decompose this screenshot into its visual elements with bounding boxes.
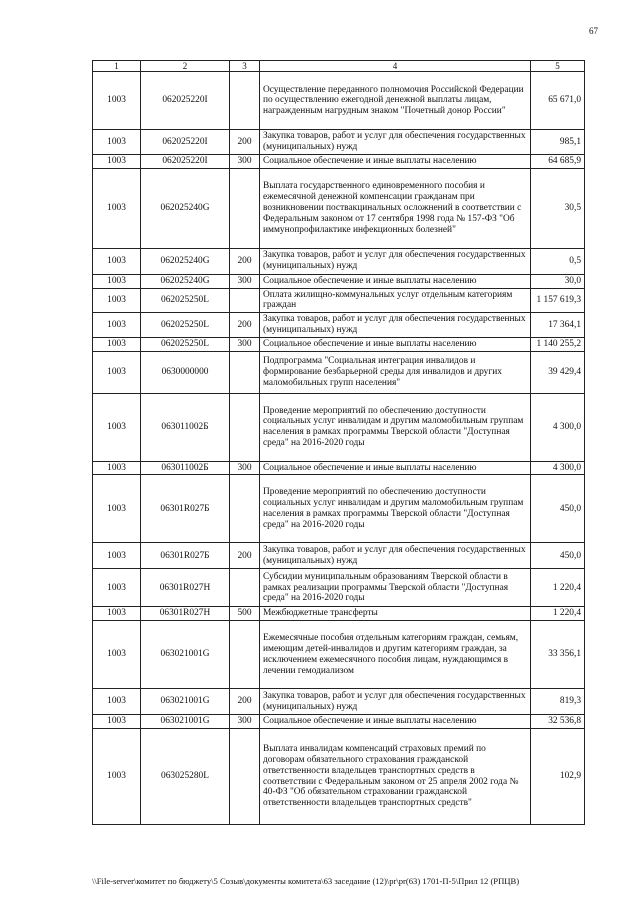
target-article-cell: 062025220I — [141, 154, 230, 168]
section-code-cell: 1003 — [93, 72, 141, 130]
table-body — [93, 72, 585, 825]
table-row — [93, 729, 585, 825]
target-article-cell: 06301R027H — [141, 607, 230, 621]
section-code-cell: 1003 — [93, 569, 141, 607]
amount-cell: 39 429,4 — [531, 351, 585, 393]
column-header-4: 4 — [260, 61, 531, 72]
section-code-cell: 1003 — [93, 288, 141, 313]
table-row — [93, 337, 585, 351]
expense-type-cell: 300 — [230, 154, 260, 168]
table-row — [93, 543, 585, 569]
expense-type-cell: 200 — [230, 130, 260, 155]
expense-type-cell: 200 — [230, 248, 260, 274]
section-code-cell: 1003 — [93, 543, 141, 569]
table-row — [93, 393, 585, 461]
description-cell: Подпрограмма "Социальная интеграция инвалидов и формирование безбарьерной среды для инвалидов и других маломобильных групп населения" — [260, 351, 531, 393]
table-row — [93, 475, 585, 543]
amount-cell: 32 536,8 — [531, 715, 585, 729]
description-cell: Субсидии муниципальным образованиям Тверской области в рамках реализации программы Тверской области "Доступная среда" на 2016-2020 годы — [260, 569, 531, 607]
target-article-cell: 062025250L — [141, 313, 230, 338]
column-header-1: 1 — [93, 61, 141, 72]
target-article-cell: 062025220I — [141, 72, 230, 130]
page-number: 67 — [589, 26, 598, 36]
amount-cell: 4 300,0 — [531, 461, 585, 475]
description-cell: Осуществление переданного полномочия Российской Федерации по осуществлению ежегодной денежной выплаты лицам, награжденным нагрудным знаком "Почетный донор России" — [260, 72, 531, 130]
description-cell: Ежемесячные пособия отдельным категориям граждан, семьям, имеющим детей-инвалидов и другим категориям граждан, за исключением ежемесячного пособия лицам, нуждающимся в лечении гемодиализом — [260, 621, 531, 689]
target-article-cell: 063021001G — [141, 715, 230, 729]
expense-type-cell — [230, 393, 260, 461]
section-code-cell: 1003 — [93, 351, 141, 393]
expense-type-cell — [230, 288, 260, 313]
target-article-cell: 06301R027Б — [141, 475, 230, 543]
expense-type-cell: 500 — [230, 607, 260, 621]
section-code-cell: 1003 — [93, 313, 141, 338]
description-cell: Социальное обеспечение и иные выплаты населению — [260, 337, 531, 351]
target-article-cell: 063011002Б — [141, 393, 230, 461]
target-article-cell: 063021001G — [141, 621, 230, 689]
target-article-cell: 062025240G — [141, 248, 230, 274]
amount-cell: 0,5 — [531, 248, 585, 274]
table-row — [93, 168, 585, 248]
table-row — [93, 689, 585, 715]
section-code-cell: 1003 — [93, 475, 141, 543]
description-cell: Социальное обеспечение и иные выплаты населению — [260, 154, 531, 168]
section-code-cell: 1003 — [93, 607, 141, 621]
target-article-cell: 063021001G — [141, 689, 230, 715]
table-row — [93, 607, 585, 621]
table-row — [93, 72, 585, 130]
target-article-cell: 0630000000 — [141, 351, 230, 393]
column-header-3: 3 — [230, 61, 260, 72]
amount-cell: 985,1 — [531, 130, 585, 155]
description-cell: Проведение мероприятий по обеспечению доступности социальных услуг инвалидам и другим маломобильным группам населения в рамках программы Тверской области "Доступная среда" на 2016-2020 годы — [260, 475, 531, 543]
description-cell: Закупка товаров, работ и услуг для обеспечения государственных (муниципальных) нужд — [260, 248, 531, 274]
amount-cell: 1 140 255,2 — [531, 337, 585, 351]
amount-cell: 450,0 — [531, 475, 585, 543]
expense-type-cell — [230, 168, 260, 248]
target-article-cell: 062025250L — [141, 288, 230, 313]
expense-type-cell — [230, 351, 260, 393]
description-cell: Социальное обеспечение и иные выплаты населению — [260, 274, 531, 288]
target-article-cell: 063011002Б — [141, 461, 230, 475]
file-path-footer: \\File-server\комитет по бюджету\5 Созыв\документы комитета\63 заседание (12)\pr\pr(63) 1701-П-5\Прил 12 (РПЦВ) — [92, 876, 520, 886]
section-code-cell: 1003 — [93, 393, 141, 461]
amount-cell: 819,3 — [531, 689, 585, 715]
target-article-cell: 06301R027H — [141, 569, 230, 607]
amount-cell: 1 220,4 — [531, 569, 585, 607]
section-code-cell: 1003 — [93, 274, 141, 288]
expense-type-cell: 200 — [230, 313, 260, 338]
description-cell: Закупка товаров, работ и услуг для обеспечения государственных (муниципальных) нужд — [260, 130, 531, 155]
target-article-cell: 062025240G — [141, 274, 230, 288]
expense-type-cell — [230, 729, 260, 825]
expense-type-cell: 300 — [230, 274, 260, 288]
table-row — [93, 569, 585, 607]
target-article-cell: 062025240G — [141, 168, 230, 248]
amount-cell: 65 671,0 — [531, 72, 585, 130]
section-code-cell: 1003 — [93, 168, 141, 248]
target-article-cell: 062025220I — [141, 130, 230, 155]
table-row — [93, 313, 585, 338]
table-row — [93, 288, 585, 313]
description-cell: Проведение мероприятий по обеспечению доступности социальных услуг инвалидам и другим маломобильным группам населения в рамках программы Тверской области "Доступная среда" на 2016-2020 годы — [260, 393, 531, 461]
section-code-cell: 1003 — [93, 729, 141, 825]
section-code-cell: 1003 — [93, 461, 141, 475]
amount-cell: 64 685,9 — [531, 154, 585, 168]
budget-table — [92, 60, 585, 825]
description-cell: Межбюджетные трансферты — [260, 607, 531, 621]
description-cell: Закупка товаров, работ и услуг для обеспечения государственных (муниципальных) нужд — [260, 313, 531, 338]
expense-type-cell — [230, 569, 260, 607]
amount-cell: 1 157 619,3 — [531, 288, 585, 313]
amount-cell: 30,5 — [531, 168, 585, 248]
section-code-cell: 1003 — [93, 621, 141, 689]
target-article-cell: 06301R027Б — [141, 543, 230, 569]
table-row — [93, 130, 585, 155]
section-code-cell: 1003 — [93, 337, 141, 351]
expense-type-cell — [230, 475, 260, 543]
description-cell: Оплата жилищно-коммунальных услуг отдельным категориям граждан — [260, 288, 531, 313]
expense-type-cell: 300 — [230, 715, 260, 729]
expense-type-cell: 300 — [230, 461, 260, 475]
amount-cell: 17 364,1 — [531, 313, 585, 338]
section-code-cell: 1003 — [93, 715, 141, 729]
table-header-row — [93, 61, 585, 72]
description-cell: Закупка товаров, работ и услуг для обеспечения государственных (муниципальных) нужд — [260, 689, 531, 715]
table-row — [93, 351, 585, 393]
section-code-cell: 1003 — [93, 689, 141, 715]
description-cell: Выплата государственного единовременного пособия и ежемесячной денежной компенсации гражданам при возникновении поствакцинальных осложнений в соответствии с Федеральным законом от 17 сентября 1998 года № 157-ФЗ "Об иммунопрофилактике инфекционных болезней" — [260, 168, 531, 248]
expense-type-cell — [230, 72, 260, 130]
section-code-cell: 1003 — [93, 154, 141, 168]
amount-cell: 33 356,1 — [531, 621, 585, 689]
table-row — [93, 248, 585, 274]
table-row — [93, 154, 585, 168]
table-row — [93, 461, 585, 475]
amount-cell: 1 220,4 — [531, 607, 585, 621]
section-code-cell: 1003 — [93, 248, 141, 274]
amount-cell: 450,0 — [531, 543, 585, 569]
amount-cell: 30,0 — [531, 274, 585, 288]
amount-cell: 4 300,0 — [531, 393, 585, 461]
column-header-5: 5 — [531, 61, 585, 72]
column-header-2: 2 — [141, 61, 230, 72]
description-cell: Социальное обеспечение и иные выплаты населению — [260, 461, 531, 475]
description-cell: Социальное обеспечение и иные выплаты населению — [260, 715, 531, 729]
target-article-cell: 063025280L — [141, 729, 230, 825]
target-article-cell: 062025250L — [141, 337, 230, 351]
description-cell: Закупка товаров, работ и услуг для обеспечения государственных (муниципальных) нужд — [260, 543, 531, 569]
section-code-cell: 1003 — [93, 130, 141, 155]
expense-type-cell: 300 — [230, 337, 260, 351]
expense-type-cell: 200 — [230, 689, 260, 715]
expense-type-cell — [230, 621, 260, 689]
table-row — [93, 621, 585, 689]
amount-cell: 102,9 — [531, 729, 585, 825]
table-row — [93, 274, 585, 288]
description-cell: Выплата инвалидам компенсаций страховых премий по договорам обязательного страхования гражданской ответственности владельцев транспортных средств в соответствии с Федеральным законом от 25 апреля 2002 года № 40-ФЗ "Об обязательном страховании гражданской ответственности владельцев транспортных средств" — [260, 729, 531, 825]
expense-type-cell: 200 — [230, 543, 260, 569]
table-row — [93, 715, 585, 729]
